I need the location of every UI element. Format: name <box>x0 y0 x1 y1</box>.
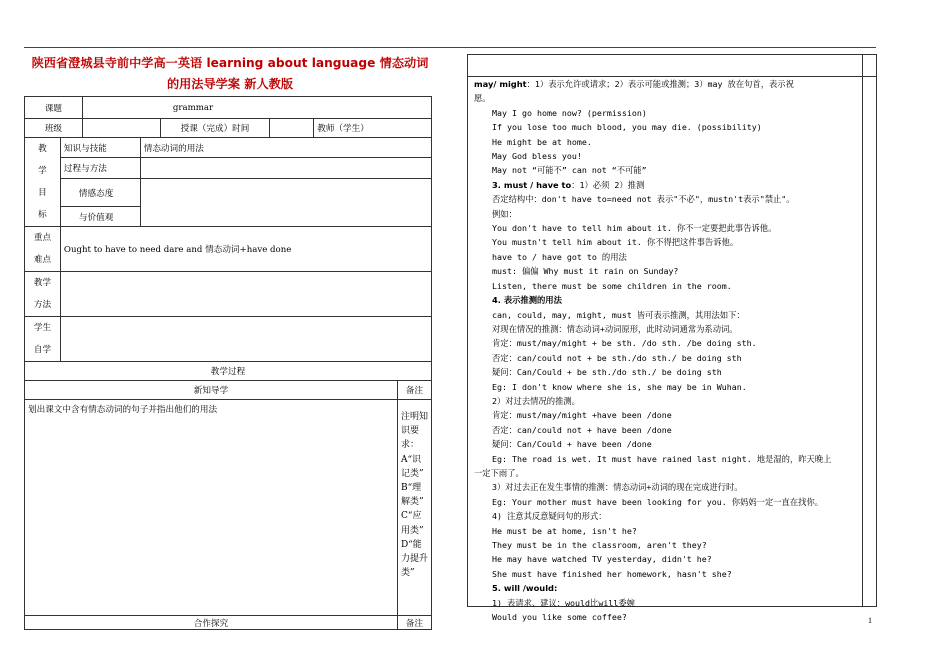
process-header: 教学过程 <box>25 362 432 381</box>
zhishi-value: 情态动词的用法 <box>140 138 431 158</box>
note-line: Eg: I don't know where she is, she may be in Wuhan. <box>492 381 747 392</box>
beizhu-header-2: 备注 <box>397 616 431 630</box>
note-line: May I go home now? (permission) <box>492 107 647 118</box>
zixue-value <box>60 317 431 362</box>
note-line: She must have finished her homework, hasn't she? <box>492 568 732 579</box>
note-line: They must be in the classroom, aren't they? <box>492 540 707 550</box>
top-rule <box>24 47 876 48</box>
note-line: Would you like some coffee? <box>492 612 627 623</box>
note-line: He must be at home, isn't he? <box>492 525 637 536</box>
mubiao-label: 教 学 目 标 <box>25 138 61 227</box>
note-line: Eg: The road is wet. It must have rained last night. 地是湿的，昨天晚上 <box>492 453 832 464</box>
zhongdian-value: Ought to have to need dare and 情态动词+have done <box>60 227 431 272</box>
note-line: 一定下雨了。 <box>474 467 524 478</box>
note-line: He may have watched TV yesterday, didn't he? <box>492 554 712 565</box>
note-line: 否定结构中：don't have to=need not 表示"不必"，mustn't表示"禁止"。 <box>492 194 795 205</box>
note-line: may/ might：1）表示允许或请求；2）表示可能或推测；3）may 放在句首，表示祝 <box>474 79 794 89</box>
note-line: 疑问：Can/Could + have been /done <box>492 439 652 450</box>
qinggan-label-2: 与价值观 <box>60 207 140 227</box>
note-line: May God bless you! <box>492 151 582 162</box>
banji-label: 班级 <box>25 119 83 138</box>
shouke-label: 授课（完成）时间 <box>160 119 270 138</box>
guocheng-value <box>140 158 431 179</box>
note-line: You mustn't tell him about it. 你不得把这件事告诉他。 <box>492 237 739 248</box>
task-cell: 划出课文中含有情态动词的句子并指出他们的用法 <box>25 400 398 616</box>
beizhu-header: 备注 <box>397 381 431 400</box>
hezuo-header: 合作探究 <box>25 616 398 630</box>
zhongdian-label: 重点 难点 <box>25 227 61 272</box>
grammar-notes-table <box>467 54 877 623</box>
guocheng-label: 过程与方法 <box>60 158 140 179</box>
keti-label: 课题 <box>25 97 83 119</box>
note-line: Listen, there must be some children in the room. <box>492 280 732 291</box>
document-title-line2: 的用法导学案 新人教版 <box>166 77 294 91</box>
note-line: 肯定：must/may/might + be sth. /do sth. /be doing sth. <box>492 338 757 349</box>
right-table-header <box>468 55 876 77</box>
fangfa-value <box>60 272 431 317</box>
note-line: Eg: Your mother must have been looking for you. 你妈妈一定一直在找你。 <box>492 496 824 507</box>
shouke-value <box>270 119 314 138</box>
note-line: 否定：can/could not + have been /done <box>492 424 672 435</box>
note-line: have to / have got to 的用法 <box>492 251 627 262</box>
fangfa-label: 教学 方法 <box>25 272 61 317</box>
document-title-line1: 陕西省澄城县寺前中学高一英语 learning about language 情态动词 <box>31 56 429 70</box>
qinggan-label-1: 情感态度 <box>60 179 140 207</box>
notes-cell: 注明知 识要 求： A“识 记类” B“理 解类” C“应 用类” D“能 力提升 类” <box>397 400 431 616</box>
note-line: 愿。 <box>474 93 491 104</box>
xinzhi-header: 新知导学 <box>25 381 398 400</box>
banji-value <box>82 119 160 138</box>
note-line: 2）对过去情况的推测。 <box>492 395 580 406</box>
note-line: 例如： <box>492 208 517 219</box>
note-line: can, could, may, might, must 皆可表示推测，其用法如下： <box>492 309 745 320</box>
note-line: May not “可能不” can not “不可能” <box>492 165 647 176</box>
note-line: 否定：can/could not + be sth./do sth./ be doing sth <box>492 352 742 363</box>
lesson-plan-table <box>24 96 432 630</box>
note-line: 对现在情况的推测：情态动词+动词原形，此时动词通常为系动词。 <box>492 323 738 334</box>
note-line: 疑问：Can/Could + be sth./do sth./ be doing sth <box>492 367 722 378</box>
jiaoshi-label: 教师（学生） <box>314 119 432 138</box>
note-line: 4) 注意其反意疑问句的形式： <box>492 511 607 522</box>
note-line: You don't have to tell him about it. 你不一定要把此事告诉他。 <box>492 223 777 234</box>
note-line: 5. will /would: <box>492 583 558 594</box>
note-line: 肯定：must/may/might +have been /done <box>492 410 672 421</box>
note-line: 4. 表示推测的用法 <box>492 295 562 306</box>
note-line: He might be at home. <box>492 136 592 147</box>
qinggan-value <box>140 179 431 227</box>
zixue-label: 学生 自学 <box>25 317 61 362</box>
page-number: 1 <box>868 616 872 625</box>
note-line: 3）对过去正在发生事情的推测：情态动词+动词的现在完成进行时。 <box>492 482 743 493</box>
note-line: 3. must / have to：1）必须 2）推测 <box>492 179 645 190</box>
zhishi-label: 知识与技能 <box>60 138 140 158</box>
keti-value: grammar <box>82 97 431 119</box>
grammar-notes-body <box>474 77 860 624</box>
note-line: must: 偏偏 Why must it rain on Sunday? <box>492 266 679 277</box>
note-line: If you lose too much blood, you may die. (possibility) <box>492 122 762 133</box>
note-line: 1) 表请求、建议：would比will委婉 <box>492 597 635 608</box>
